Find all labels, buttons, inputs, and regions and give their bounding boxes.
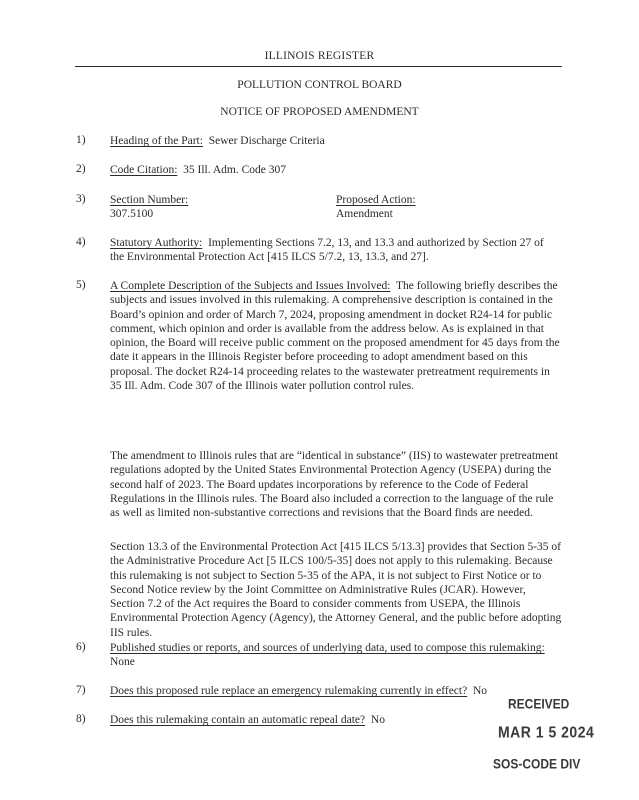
proposed-action-column [336,193,416,222]
item-7-label: Does this proposed rule replace an emergency rulemaking currently in effect? [110,685,468,697]
item-number-8: 8) [76,713,86,725]
proposed-action-value: Amendment [336,208,393,221]
item-5-text: The following briefly describes the subjects and issues involved in this rulemaking. A comprehensive description is contained in the Board’s opinion and order of March 7, 2024, proposing amendment in docket R24-14 for public comment, which opinion and order is available from the address below. As is explained in that opinion, the Board will receive public comment on the proposed amendment for 45 days from the date it appears in the Illinois Register before proceeding to adopt amendment based on this proposal. The docket R24-14 proceeding relates to the wastewater pretreatment requirements in 35 Ill. Adm. Code 307 of the Illinois water pollution control rules. [110,280,560,393]
item-5 [110,279,560,393]
item-6 [110,641,560,670]
received-stamp-date: MAR 1 5 2024 [498,722,595,742]
item-1-value: Sewer Discharge Criteria [208,135,325,147]
section-number-label: Section Number: [110,194,189,206]
item-2 [110,163,560,177]
item-5-label: A Complete Description of the Subjects and Issues Involved: [110,280,391,292]
item-6-label: Published studies or reports, and sources of underlying data, used to compose this rulemaking: [110,642,545,654]
item-6-value: None [110,656,135,669]
item-5-paragraph-3: Section 13.3 of the Environmental Protection Act [415 ILCS 5/13.3] provides that Section 5-35 of the Administrative Procedure Act [5 ILCS 100/5-35] does not apply to this rulemaking. Because this rulemaking is not subject to Section 5-35 of the APA, it is not subject to First Notice or to Second Notice review by the Joint Committee on Administrative Rules (JCAR). However, Section 7.2 of the Act requires the Board to consider comments from USEPA, the Illinois Environmental Protection Agency (Agency), the Attorney General, and the public before adopting IIS rules. [110,541,562,639]
item-8-label: Does this rulemaking contain an automatic repeal date? [110,714,366,726]
item-8 [110,713,410,727]
item-number-2: 2) [76,163,86,175]
received-stamp-office: SOS-CODE DIV [493,755,581,773]
item-number-6: 6) [76,641,86,653]
header-rule [75,66,562,67]
item-number-7: 7) [76,684,86,696]
item-4-label: Statutory Authority: [110,237,203,249]
item-number-1: 1) [76,134,86,146]
notice-title: NOTICE OF PROPOSED AMENDMENT [220,106,419,118]
item-8-value: No [370,714,385,726]
item-4-text: Implementing Sections 7.2, 13, and 13.3 and authorized by Section 27 of the Environmental Protection Act [415 ILCS 5/7.2, 13, 13.3, and 27]. [110,237,544,264]
item-2-value: 35 Ill. Adm. Code 307 [183,164,287,176]
proposed-action-label: Proposed Action: [336,194,416,206]
item-number-4: 4) [76,236,86,248]
item-2-label: Code Citation: [110,164,178,176]
section-number-column [110,193,188,222]
item-7 [110,684,560,698]
item-1 [110,134,560,148]
item-number-5: 5) [76,279,86,291]
received-stamp: RECEIVED [508,695,570,713]
board-name: POLLUTION CONTROL BOARD [237,79,402,91]
item-5-paragraph-2: The amendment to Illinois rules that are “identical in substance” (IIS) to wastewater pretreatment regulations adopted by the United States Environmental Protection Agency (USEPA) during the second half of 2023. The Board updates incorporations by reference to the Code of Federal Regulations in the Illinois rules. The Board also included a correction to the language of the rule as well as limited non-substantive corrections and revisions that the Board finds are needed. [110,450,559,520]
register-title: ILLINOIS REGISTER [264,50,375,62]
item-number-3: 3) [76,193,86,205]
item-1-label: Heading of the Part: [110,135,203,147]
item-7-value: No [472,685,488,697]
item-4 [110,236,560,265]
section-number-value: 307.5100 [110,208,154,221]
